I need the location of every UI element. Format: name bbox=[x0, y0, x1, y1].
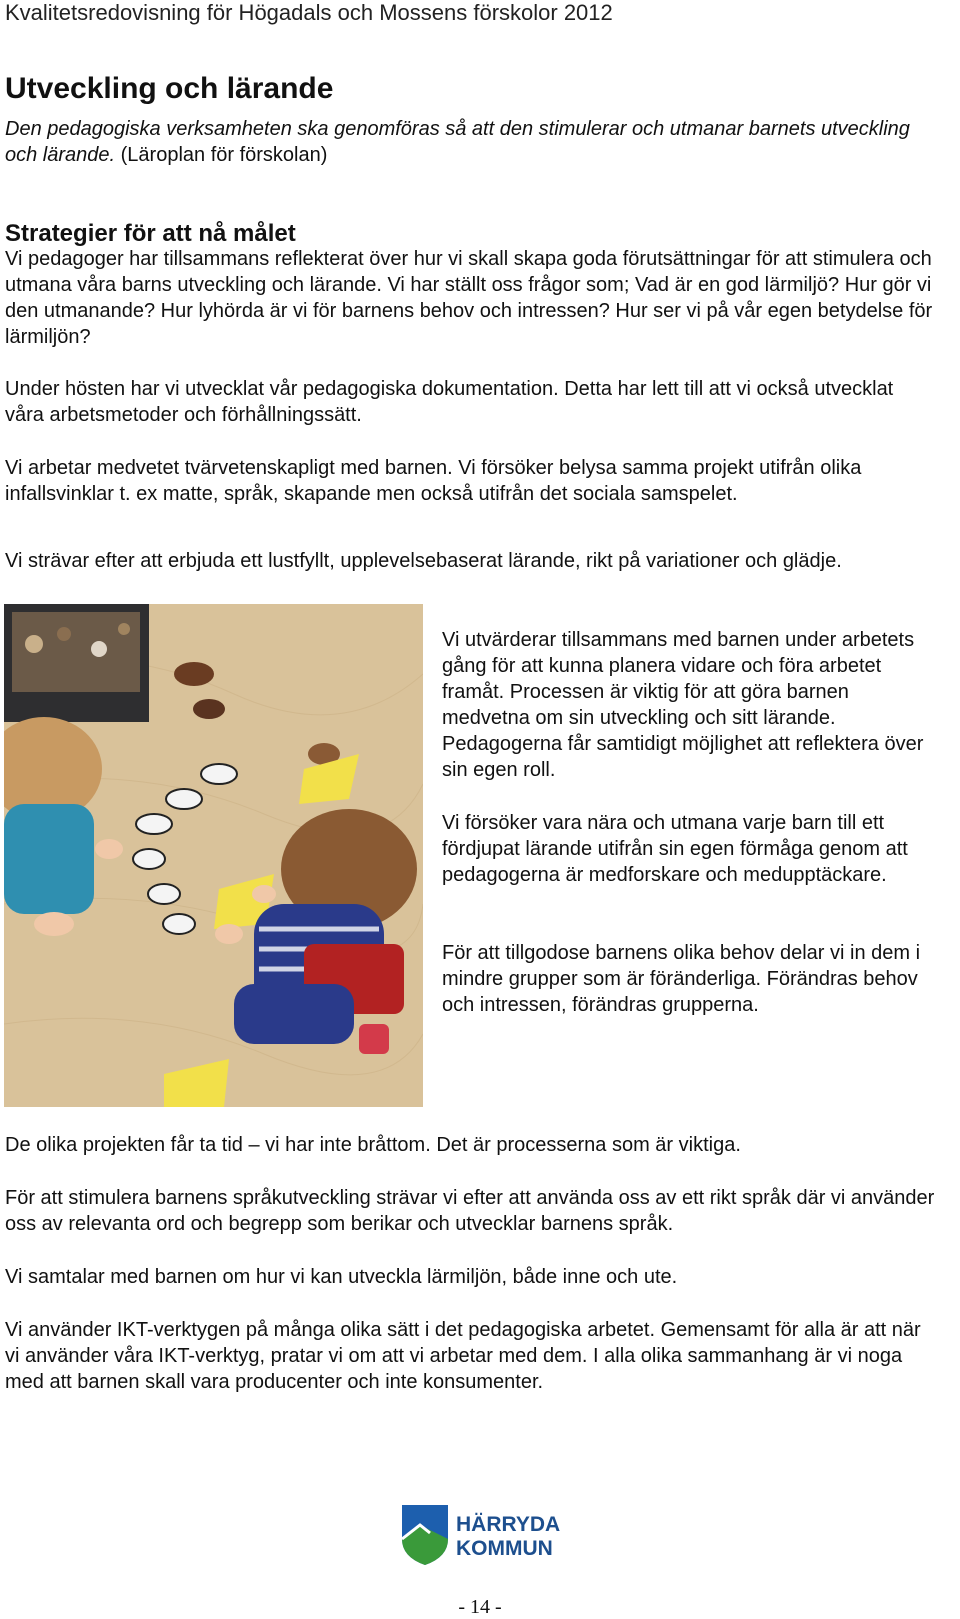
closing-paragraph-2: För att stimulera barnens språkutveckling strävar vi efter att använda oss av ett rikt språk där vi använder oss av relevanta ord och begrepp som berikar och utvecklar barnens språk. bbox=[5, 1187, 935, 1235]
closing-paragraph-3: Vi samtalar med barnen om hur vi kan utveckla lärmiljön, både inne och ute. bbox=[5, 1266, 678, 1288]
side-paragraph-3: För att tillgodose barnens olika behov delar vi in dem i mindre grupper som är föränderliga. Förändras behov och intressen, förändras grupperna. bbox=[442, 942, 921, 1016]
page-number: - 14 - bbox=[458, 1596, 502, 1618]
strategy-paragraph-3: Vi arbetar medvetet tvärvetenskapligt med barnen. Vi försöker belysa samma projekt utifrån olika infallsvinklar t. ex matte, språk, skapande men också utifrån det sociala samspelet. bbox=[5, 457, 862, 505]
logo-line-1: HÄRRYDA bbox=[456, 1513, 561, 1536]
strategy-paragraph-4: Vi strävar efter att erbjuda ett lustfyllt, upplevelsebaserat lärande, rikt på variationer och glädje. bbox=[5, 550, 842, 572]
children-playing-photo bbox=[4, 604, 423, 1107]
quote-text: Den pedagogiska verksamheten ska genomföras så att den stimulerar och utmanar barnets utveckling och lärande. bbox=[5, 118, 910, 166]
closing-paragraph-1: De olika projekten får ta tid – vi har inte bråttom. Det är processerna som är viktiga. bbox=[5, 1134, 741, 1156]
side-paragraph-2: Vi försöker vara nära och utmana varje barn till ett fördjupat lärande utifrån sin egen förmåga genom att pedagogerna är medforskare och medupptäckare. bbox=[442, 812, 908, 886]
harryda-kommun-logo bbox=[400, 1503, 565, 1567]
section-title: Utveckling och lärande bbox=[5, 72, 334, 105]
logo-line-2: KOMMUN bbox=[456, 1537, 553, 1560]
quote-source: (Läroplan för förskolan) bbox=[115, 144, 328, 166]
strategy-title: Strategier för att nå målet bbox=[5, 220, 296, 247]
running-header: Kvalitetsredovisning för Högadals och Mossens förskolor 2012 bbox=[5, 0, 613, 25]
closing-paragraph-4: Vi använder IKT-verktygen på många olika sätt i det pedagogiska arbetet. Gemensamt för alla är att när vi använder våra IKT-verktyg, pratar vi om att vi arbetar med dem. I alla olika sammanhang är vi noga med att barnen skall vara producenter och inte konsumenter. bbox=[5, 1319, 921, 1393]
strategy-paragraph-2: Under hösten har vi utvecklat vår pedagogiska dokumentation. Detta har lett till att vi också utvecklat våra arbetsmetoder och förhållningssätt. bbox=[5, 378, 894, 426]
curriculum-quote bbox=[5, 116, 935, 168]
side-paragraph-1: Vi utvärderar tillsammans med barnen under arbetets gång för att kunna planera vidare och föra arbetet framåt. Processen är viktig för att göra barnen medvetna om sin utveckling och sitt lärande. Pedagogerna får samtidigt möjlighet att reflektera över sin egen roll. bbox=[442, 629, 924, 781]
strategy-paragraph-1: Vi pedagoger har tillsammans reflekterat över hur vi skall skapa goda förutsättningar för att stimulera och utmana våra barns utveckling och lärande. Vi har ställt oss frågor som; Vad är en god lärmiljö? Hur gör vi den utmanande? Hur lyhörda är vi för barnens behov och intressen? Hur ser vi på vår egen betydelse för lärmiljön? bbox=[5, 248, 933, 348]
